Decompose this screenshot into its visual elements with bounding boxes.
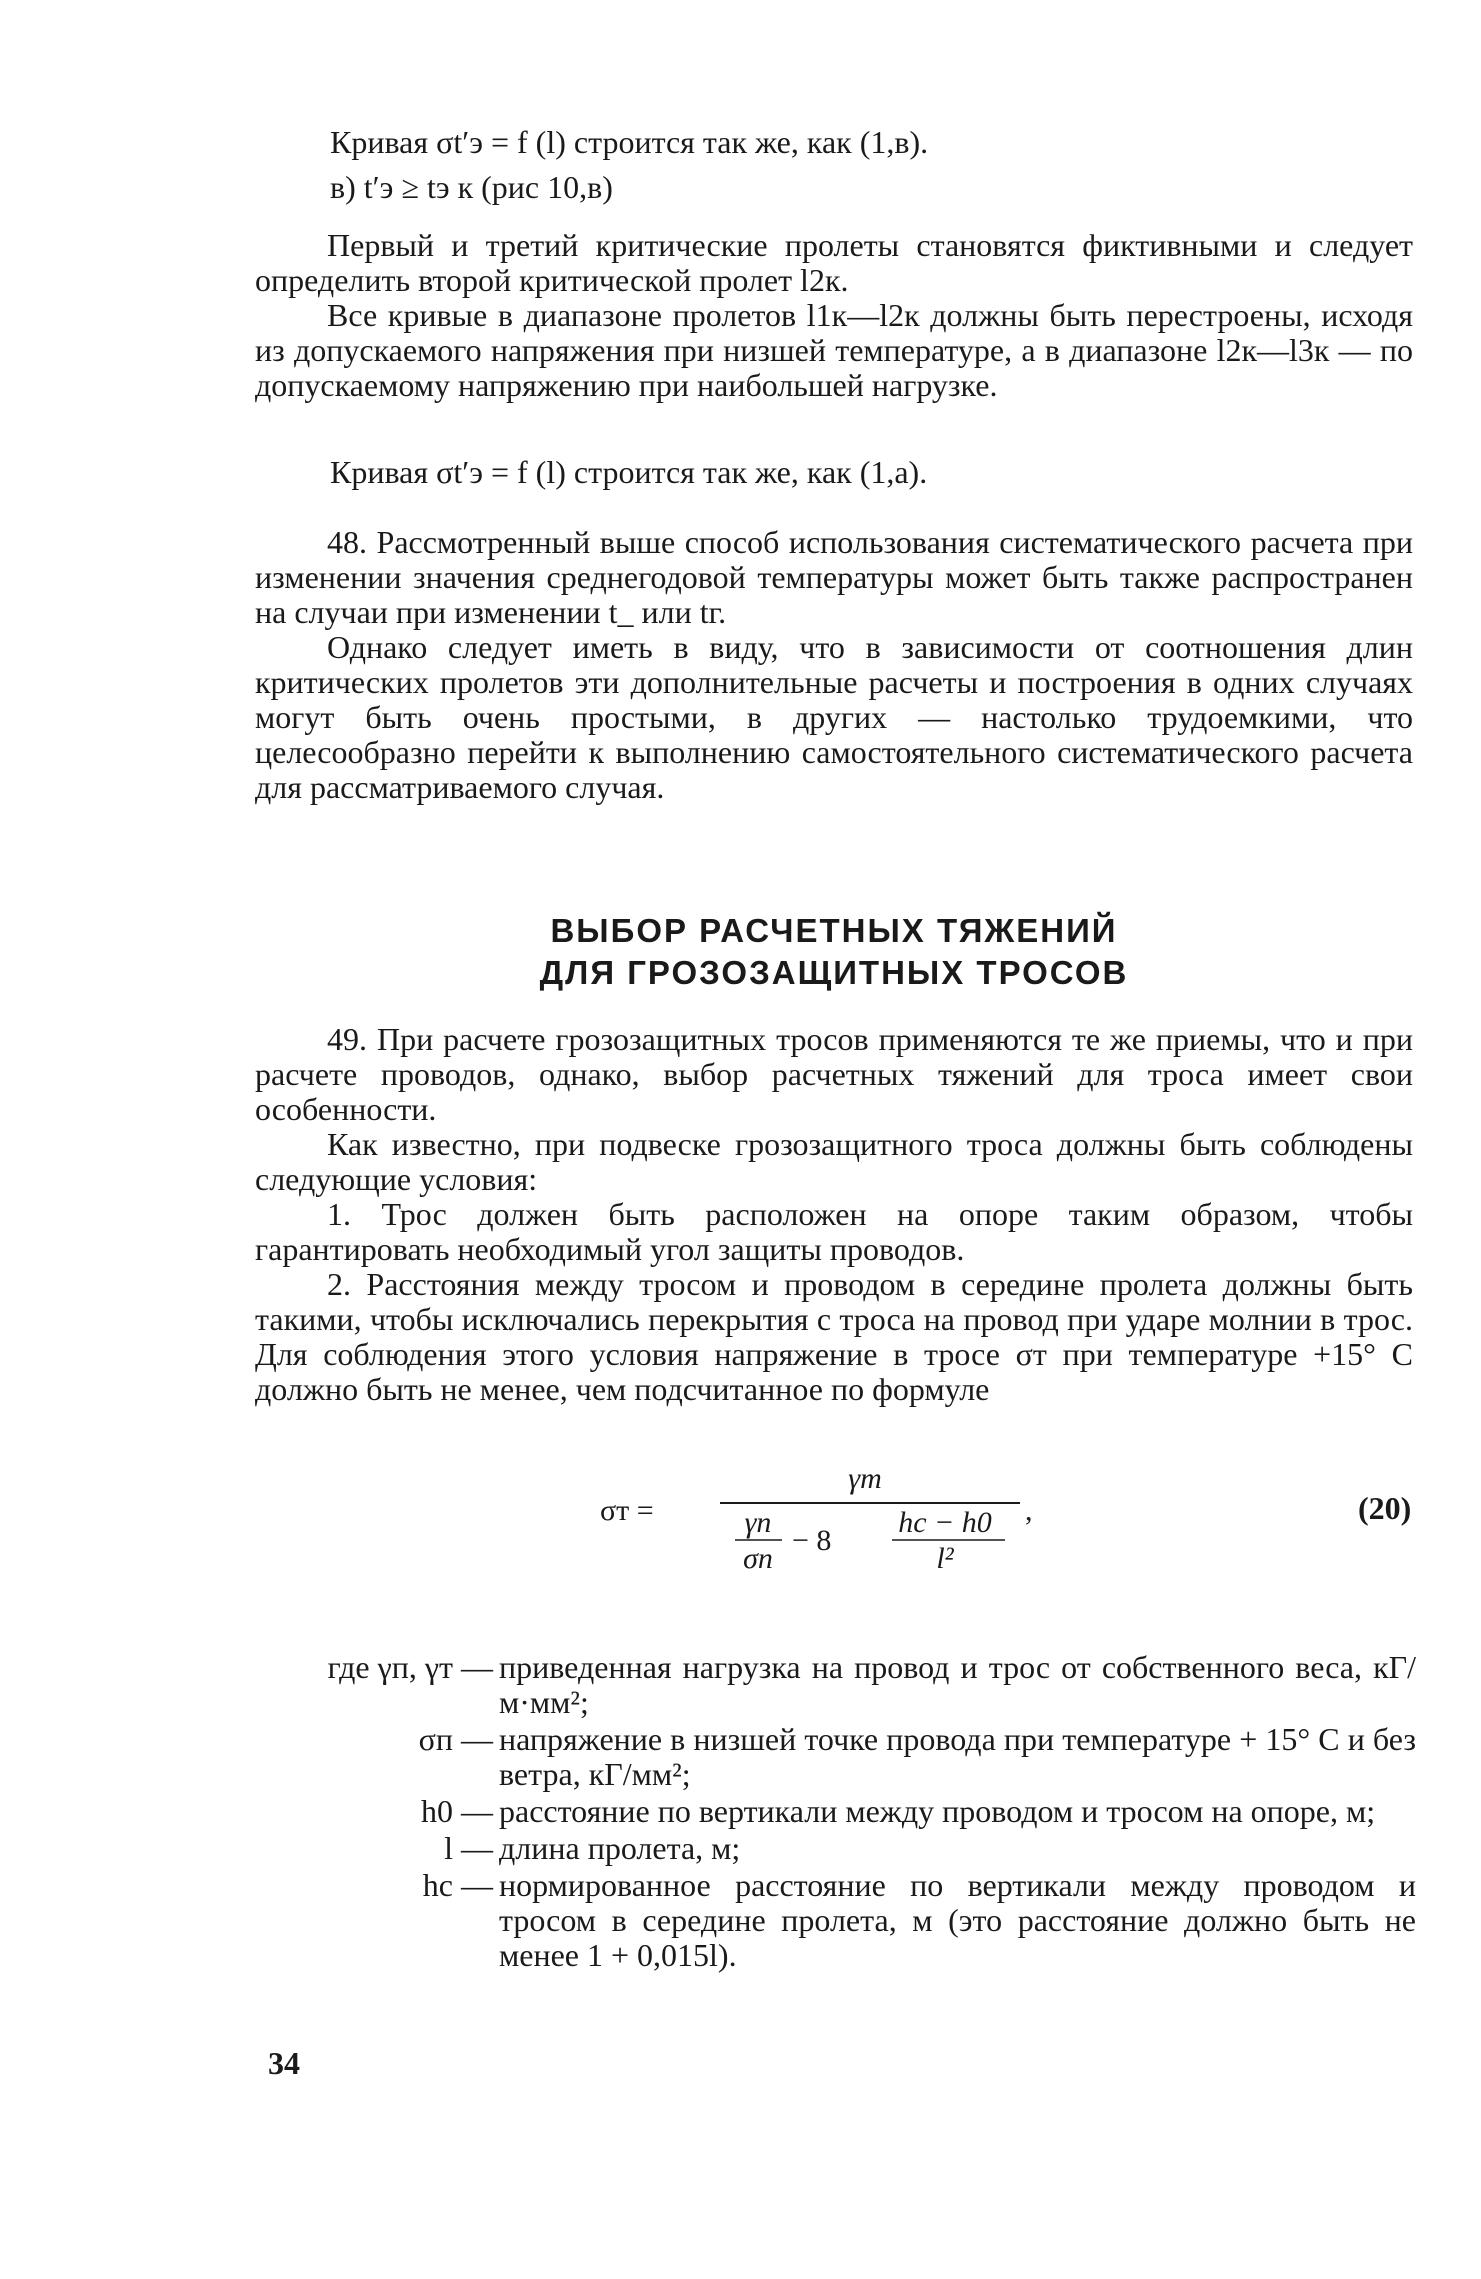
case-v-line: в) t′э ≥ tэ к (рис 10,в) <box>330 169 613 205</box>
paragraph-49-conditions: Как известно, при подвеске грозозащитного троса должны быть соблюдены следующие условия: <box>255 1126 1413 1197</box>
formula-20 <box>600 1460 1060 1600</box>
legend-row <box>268 1868 1416 1973</box>
legend-symbol: l — <box>444 1830 493 1866</box>
formula-minus-8: − 8 <box>792 1524 832 1557</box>
curve-line-a: Кривая σt′э = f (l) строится так же, как (1,а). <box>330 454 928 490</box>
section-49-block <box>255 1022 1413 1407</box>
legend-text: расстояние по вертикали между проводом и тросом на опоре, м; <box>499 1793 1376 1829</box>
paragraph-48: 48. Рассмотренный выше способ использования систематического расчета при изменении значения среднегодовой температуры может быть также распространен на случаи при изменении t_ или tг. <box>255 524 1413 630</box>
condition-item-2: 2. Расстояния между тросом и проводом в середине пролета должны быть такими, чтобы исключались перекрытия с троса на провод при ударе молнии в трос. Для соблюдения этого условия напряжение в тросе σт при температуре +15° С должно быть не менее, чем подсчитанное по формуле <box>255 1266 1413 1407</box>
legend-text: приведенная нагрузка на провод и трос от собственного веса, кГ/м·мм²; <box>499 1649 1416 1720</box>
equation-number: (20) <box>1358 1490 1412 1526</box>
condition-item-1: 1. Трос должен быть расположен на опоре таким образом, чтобы гарантировать необходимый угол защиты проводов. <box>255 1196 1413 1267</box>
formula-gamma-p: γп <box>744 1506 772 1539</box>
formula-lhs: σт = <box>600 1494 654 1527</box>
legend-row <box>268 1831 1416 1866</box>
formula-l-squared: l² <box>936 1542 954 1575</box>
paragraph-fictitious-spans: Первый и третий критические пролеты становятся фиктивными и следует определить второй критической пролет l2к. <box>255 227 1413 298</box>
legend-symbol: h0 — <box>421 1793 493 1829</box>
curve-line-v: Кривая σt′э = f (l) строится так же, как (1,в). <box>330 124 929 160</box>
upper-text-block <box>255 228 1413 403</box>
formula-legend <box>268 1650 1416 1975</box>
legend-row <box>268 1650 1416 1720</box>
legend-text: длина пролета, м; <box>499 1830 741 1866</box>
paragraph-48-continued: Однако следует иметь в виду, что в зависимости от соотношения длин критических пролетов эти дополнительные расчеты и построения в одних случаях могут быть очень простыми, в других — настолько трудоемкими, что целесообразно перейти к выполнению самостоятельного систематического расчета для рассматриваемого случая. <box>255 629 1413 805</box>
legend-row <box>268 1794 1416 1829</box>
legend-text: напряжение в низшей точке провода при температуре + 15° С и без ветра, кГ/мм²; <box>499 1721 1416 1792</box>
section-heading <box>255 910 1413 994</box>
paragraph-49: 49. При расчете грозозащитных тросов применяются те же приемы, что и при расчете проводов, однако, выбор расчетных тяжений для троса имеет свои особенности. <box>255 1021 1413 1127</box>
formula-numerator: γт <box>848 1462 882 1495</box>
heading-line-2: ДЛЯ ГРОЗОЗАЩИТНЫХ ТРОСОВ <box>539 954 1129 991</box>
heading-line-1: ВЫБОР РАСЧЕТНЫХ ТЯЖЕНИЙ <box>550 912 1118 949</box>
formula-comma: , <box>1025 1494 1033 1527</box>
legend-symbol: hc — <box>422 1867 493 1903</box>
page-number: 34 <box>268 2045 300 2081</box>
legend-text: нормированное расстояние по вертикали между проводом и тросом в середине пролета, м (это расстояние должно быть не менее 1 + 0,015l). <box>499 1867 1416 1973</box>
legend-symbol: σп — <box>418 1721 493 1757</box>
formula-h-diff: hc − h0 <box>898 1506 992 1539</box>
section-48-block <box>255 525 1413 805</box>
legend-row <box>268 1722 1416 1792</box>
paragraph-rebuild-curves: Все кривые в диапазоне пролетов l1к—l2к должны быть перестроены, исходя из допускаемого напряжения при низшей температуре, а в диапазоне l2к—l3к — по допускаемому напряжению при наибольшей нагрузке. <box>255 297 1413 403</box>
legend-symbol: где γп, γт — <box>327 1649 493 1685</box>
formula-sigma-p: σп <box>743 1542 773 1575</box>
